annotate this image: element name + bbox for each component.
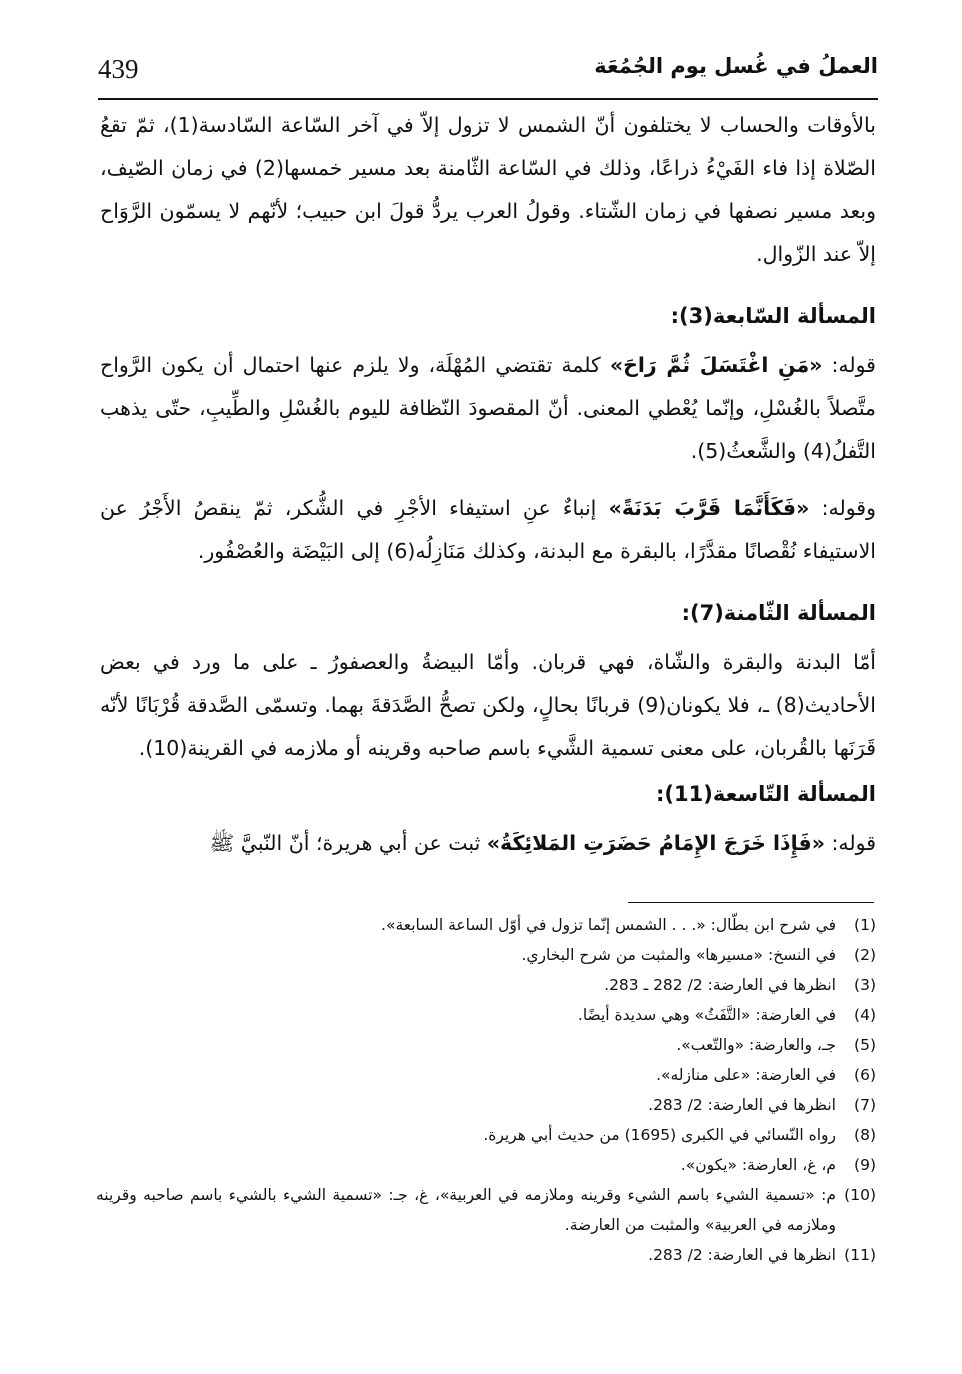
footnote-number: (9) <box>854 1156 876 1174</box>
footnote <box>96 1120 876 1150</box>
footnote <box>96 910 876 940</box>
footnote-text: م، غ، العارضة: «يكون». <box>680 1156 836 1174</box>
paragraph-1: بالأوقات والحساب لا يختلفون أنّ الشمس لا تزول إلاّ في آخر السّاعة السّادسة(1)، ثمّ تقعُ الصّلاة إذا فاء الفَيْءُ ذراعًا، وذلك في السّاعة الثّامنة بعد مسير خمسها(2) في زمان الصّيف، وبعد مسير نصفها في زمان الشّتاء. وقولُ العرب يردُّ قولَ ابن حبيب؛ لأنّهم لا يسمّون الرَّوَاح إلاّ عند الزّوال. <box>100 113 876 266</box>
hadith-quote: «مَنِ اغْتَسَلَ ثُمَّ رَاحَ» <box>609 353 823 377</box>
footnote-number: (1) <box>854 916 876 934</box>
main-text <box>100 104 876 865</box>
footnote-number: (6) <box>854 1066 876 1084</box>
footnote-number: (10) <box>844 1186 876 1204</box>
footnote <box>96 1000 876 1030</box>
footnote <box>96 1150 876 1180</box>
footnote-text: في العارضة: «على منازله». <box>656 1066 836 1084</box>
footnote-number: (2) <box>854 946 876 964</box>
footnote <box>96 1060 876 1090</box>
heading-question-8: المسألة الثّامنة(7): <box>681 601 876 625</box>
footnote <box>96 1090 876 1120</box>
footnote <box>96 940 876 970</box>
footnote <box>96 1240 876 1270</box>
footnote-text: في شرح ابن بطّال: «. . . الشمس إنّما تزول في أوّل الساعة السابعة». <box>381 916 836 934</box>
footnote-text: رواه النّسائي في الكبرى (1695) من حديث أبي هريرة. <box>483 1126 836 1144</box>
paragraph-2-text: كلمة تقتضي المُهْلَة، ولا يلزم عنها احتمال أن يكون الرَّواح متَّصلاً بالغُسْلِ، وإنّما يُعْطي المعنى. أنّ المقصودَ النّظافة لليوم بالغُسْلِ والطِّيبِ، حتّى يذهب التَّفلُ(4) والشَّعثُ(5). <box>100 353 876 463</box>
paragraph-3 <box>100 487 876 573</box>
paragraph-3-text: إنباءٌ عنِ استيفاء الأجْرِ في الشُّكر، ثمّ ينقصُ الأَجْرُ عن الاستيفاء نُقْصانًا مقدَّرًا، بالبقرة مع البدنة، وكذلك مَنَازِلُه(6) إلى البَيْضَة والعُصْفُور. <box>100 496 876 563</box>
heading-question-9: المسألة التّاسعة(11): <box>656 782 876 806</box>
heading-question-7: المسألة السّابعة(3): <box>670 304 876 328</box>
footnote-text: في النسخ: «مسيرها» والمثبت من شرح البخاري. <box>521 946 836 964</box>
footnote-text: جـ، والعارضة: «والتّعب». <box>676 1036 836 1054</box>
running-title: العملُ في غُسل يوم الجُمُعَة <box>594 54 878 78</box>
hadith-quote: «فَكَأَنَّمَا قَرَّبَ بَدَنَةً» <box>608 496 810 520</box>
footnote <box>96 970 876 1000</box>
paragraph-5-text: ثبت عن أبي هريرة؛ أنّ النّبيَّ ﷺ <box>209 831 487 855</box>
footnote-number: (11) <box>844 1246 876 1264</box>
running-head <box>98 52 878 92</box>
footnote <box>96 1030 876 1060</box>
footnote-rule <box>628 902 874 903</box>
footnote <box>96 1180 876 1240</box>
footnote-number: (5) <box>854 1036 876 1054</box>
quote-intro: قوله: <box>822 353 876 377</box>
footnotes <box>96 910 876 1270</box>
quote-intro: وقوله: <box>809 496 877 520</box>
footnote-text: انظرها في العارضة: 2/ 283. <box>648 1246 836 1264</box>
hadith-quote: «فَإِذَا خَرَجَ الإِمَامُ حَضَرَتِ المَلائِكَةُ» <box>486 831 825 855</box>
footnote-text: انظرها في العارضة: 2/ 282 ـ 283. <box>604 976 836 994</box>
footnote-number: (4) <box>854 1006 876 1024</box>
paragraph-5 <box>100 822 876 865</box>
header-rule <box>98 98 878 100</box>
footnote-number: (3) <box>854 976 876 994</box>
paragraph-4: أمّا البدنة والبقرة والشّاة، فهي قربان. وأمّا البيضةُ والعصفورُ ـ على ما ورد في بعض الأحاديث(8) ـ، فلا يكونان(9) قربانًا بحالٍ، ولكن تصحُّ الصَّدَقةَ بهما. وتسمّى الصَّدقة قُرْبَانًا لأنّه قَرَنَها بالقُربان، على معنى تسمية الشَّيء باسم صاحبه وقرينه أو ملازمه في القرينة(10). <box>100 650 876 760</box>
footnote-text: م: «تسمية الشيء باسم الشيء وقرينه وملازمه في العربية»، غ، جـ: «تسمية الشيء بالشيء باسم صاحبه وقرينه وملازمه في العربية» والمثبت من العارضة. <box>96 1186 836 1234</box>
footnote-number: (7) <box>854 1096 876 1114</box>
footnote-text: في العارضة: «التَّفَثُ» وهي سديدة أيضًا. <box>577 1006 836 1024</box>
page-number: 439 <box>98 54 139 84</box>
quote-intro: قوله: <box>824 831 876 855</box>
footnote-number: (8) <box>854 1126 876 1144</box>
paragraph-2 <box>100 344 876 473</box>
footnote-text: انظرها في العارضة: 2/ 283. <box>648 1096 836 1114</box>
